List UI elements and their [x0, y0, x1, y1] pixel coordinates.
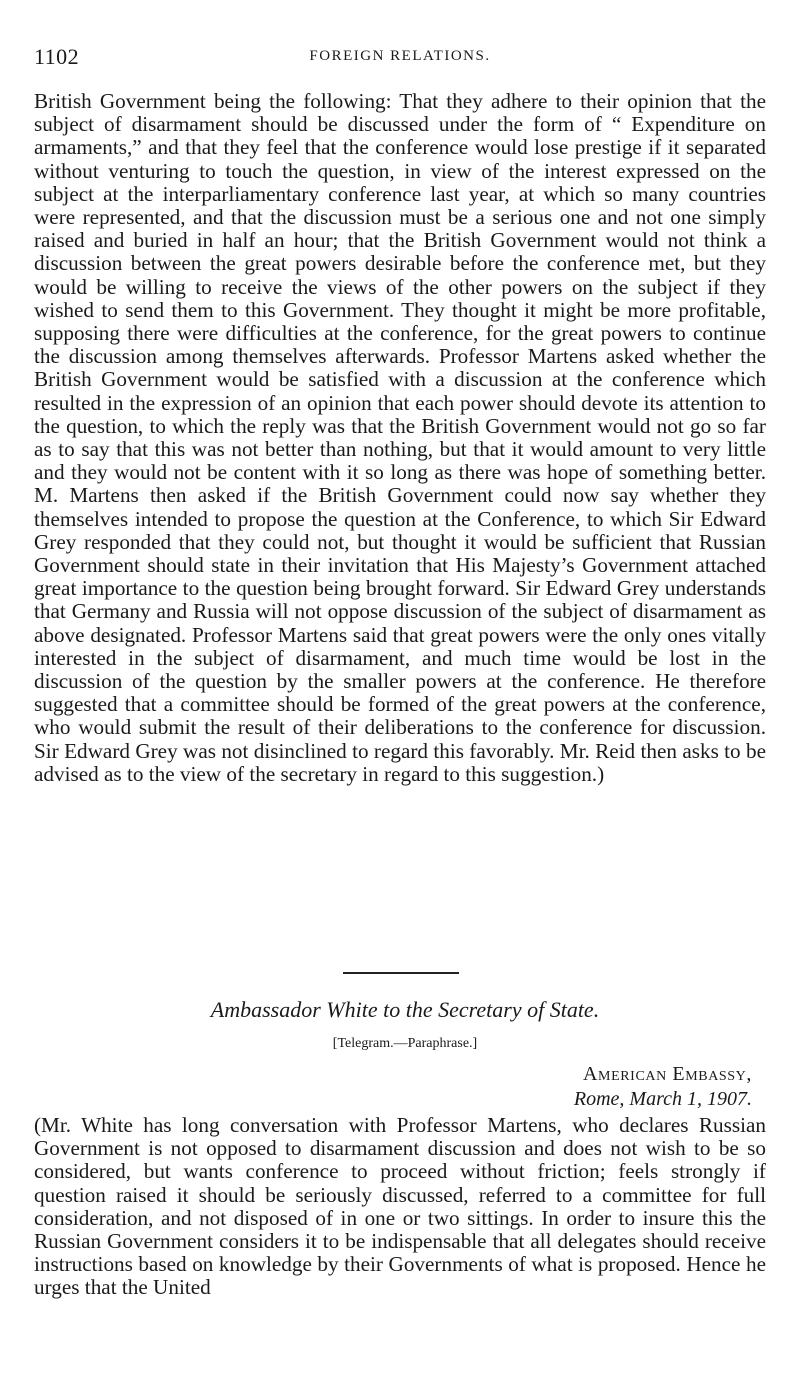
running-head	[34, 44, 766, 74]
telegram-body: (Mr. White has long conversation with Professor Martens, who declares Russian Government is not opposed to disarmament discussion and does not wish to be so considered, but wants conference to proceed without friction; feels strongly if question raised it should be seriously discussed, referred to a committee for full consideration, and not disposed of in one or two sittings. In order to insure this the Russian Government considers it to be indispensable that all delegates should receive instructions based on knowledge by their Governments of what is proposed. Hence he urges that the United	[34, 1113, 766, 1300]
continuation-paragraph: British Government being the following: That they adhere to their opinion that the subject of disarmament should be discussed under the form of “ Expenditure on armaments,” and that they feel that the conference would lose prestige if it separated without venturing to touch the question, in view of the interest expressed on the subject at the interparliamentary conference last year, at which so many countries were represented, and that the discussion must be a serious one and not one simply raised and buried in half an hour; that the British Government would not think a discussion between the great powers desirable before the conference met, but they would be willing to receive the views of the other powers on the subject if they wished to send them to this Government. They thought it might be more profitable, supposing there were difficulties at the conference, for the great powers to continue the discussion among themselves afterwards. Professor Martens asked whether the British Government would be satisfied with a discussion at the conference which resulted in the expression of an opinion that each power should devote its attention to the question, to which the reply was that the British Government would not go so far as to say that this was not better than nothing, but that it would amount to very little and they would not be content with it so long as there was hope of something better. M. Martens then asked if the British Government could now say whether they themselves intended to propose the question at the Conference, to which Sir Edward Grey responded that they could not, but thought it would be sufficient that Russian Government should state in their invitation that His Majesty’s Government attached great importance to the question being brought forward. Sir Edward Grey understands that Germany and Russia will not oppose discussion of the subject of disarmament as above designated. Professor Martens said that great powers were the only ones vitally interested in the subject of disarmament, and much time would be lost in the discussion of the question by the smaller powers at the conference. He therefore suggested that a committee should be formed of the great powers at the conference, who would submit the result of their deliberations to the conference for discussion. Sir Edward Grey was not disinclined to regard this favorably. Mr. Reid then asks to be advised as to the view of the secretary in regard to this suggestion.)	[34, 89, 766, 786]
running-title: FOREIGN RELATIONS.	[309, 48, 491, 64]
section-divider	[343, 972, 459, 974]
dateline	[574, 1062, 752, 1112]
document-heading: Ambassador White to the Secretary of State.	[210, 997, 600, 1022]
document-subheading: [Telegram.—Paraphrase.]	[332, 1036, 478, 1051]
page-number: 1102	[34, 44, 80, 69]
dateline-place: American Embassy,	[583, 1063, 752, 1085]
dateline-date: Rome, March 1, 1907.	[573, 1088, 752, 1110]
